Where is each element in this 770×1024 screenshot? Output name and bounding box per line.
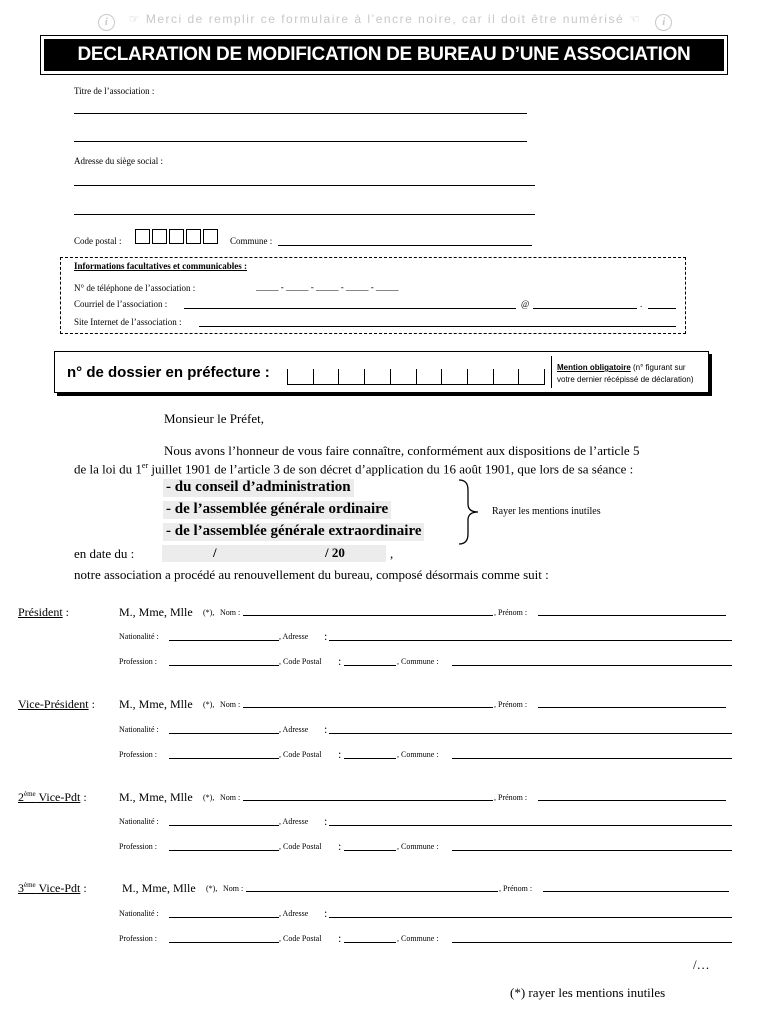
adresse-line[interactable] [329, 825, 732, 826]
nom-line[interactable] [243, 800, 493, 801]
letter-paragraph-line-1: Nous avons l’honneur de vous faire connaître, conformément aux dispositions de l’article 5 [164, 443, 640, 458]
dossier-mention-note [557, 362, 694, 386]
courriel-domain-line[interactable] [533, 308, 637, 309]
salutation: Monsieur le Préfet, [164, 411, 265, 426]
adresse-label: , Adresse [279, 632, 309, 641]
form-title-box [40, 35, 728, 75]
code-postal-boxes[interactable] [135, 228, 220, 246]
adresse-line[interactable] [329, 917, 732, 918]
nom-line[interactable] [243, 707, 493, 708]
option-conseil-administration[interactable]: - du conseil d’administration [163, 479, 354, 497]
nom-line[interactable] [246, 891, 498, 892]
courriel-label: Courriel de l’association : [74, 299, 168, 309]
profession-label: Profession : [119, 934, 157, 943]
site-internet-label: Site Internet de l’association : [74, 317, 182, 327]
dossier-prefecture-label: n° de dossier en préfecture : [67, 364, 270, 381]
nationalite-line[interactable] [169, 640, 279, 641]
code-postal-digit[interactable] [186, 229, 201, 244]
rayer-mentions-note: Rayer les mentions inutiles [492, 506, 601, 517]
nationalite-line[interactable] [169, 917, 279, 918]
adresse-label: , Adresse [279, 909, 309, 918]
adresse-label: , Adresse [279, 817, 309, 826]
prenom-label: , Prénom : [499, 884, 533, 893]
role-vice-president: Vice-Président : [18, 697, 95, 711]
letter-paragraph-line-2: de la loi du 1er juillet 1901 de l’article 3 de son décret d’application du 16 août 1901, que lors de sa séance : [74, 461, 634, 477]
profession-line[interactable] [169, 942, 279, 943]
option-assemblee-extraordinaire[interactable]: - de l’assemblée générale extraordinaire [163, 523, 424, 541]
adresse-label: , Adresse [279, 725, 309, 734]
civilite-choice[interactable]: M., Mme, Mlle [119, 697, 193, 711]
code-postal-colon: : [338, 839, 342, 853]
code-postal-label: , Code Postal [279, 657, 322, 666]
nationalite-label: Nationalité : [119, 817, 159, 826]
nationalite-label: Nationalité : [119, 632, 159, 641]
profession-line[interactable] [169, 758, 279, 759]
nom-label: Nom : [220, 700, 241, 709]
telephone-field[interactable]: _____ - _____ - _____ - _____ - _____ [256, 282, 399, 292]
courriel-user-line[interactable] [184, 308, 516, 309]
courriel-dot: . [640, 299, 643, 309]
adresse-colon: : [324, 629, 328, 643]
prenom-line[interactable] [538, 800, 726, 801]
profession-line[interactable] [169, 665, 279, 666]
continuation-mark: /… [693, 957, 710, 972]
nationalite-label: Nationalité : [119, 725, 159, 734]
profession-line[interactable] [169, 850, 279, 851]
date-slash-1: / [213, 545, 217, 560]
adresse-colon: : [324, 722, 328, 736]
asterisk-mark: (*), [203, 700, 215, 709]
commune-label: Commune : [230, 236, 273, 246]
mention-note-text: (n° figurant sur [630, 363, 686, 372]
prenom-label: , Prénom : [494, 793, 528, 802]
adresse-siege-line-1[interactable] [74, 185, 535, 186]
adresse-line[interactable] [329, 640, 732, 641]
code-postal-line[interactable] [344, 758, 396, 759]
code-postal-line[interactable] [344, 942, 396, 943]
date-field-background[interactable] [162, 545, 386, 562]
instruction-banner [0, 12, 770, 31]
prenom-line[interactable] [538, 707, 726, 708]
commune-label: , Commune : [397, 657, 439, 666]
info-icon: i [655, 14, 672, 31]
role-2eme-vice-pdt: 2ème Vice-Pdt : [18, 790, 87, 804]
adresse-siege-label: Adresse du siège social : [74, 156, 163, 166]
footnote-rayer: (*) rayer les mentions inutiles [510, 985, 666, 1000]
date-comma: , [390, 546, 394, 561]
prenom-line[interactable] [543, 891, 729, 892]
info-icon: i [98, 14, 115, 31]
nom-label: Nom : [223, 884, 244, 893]
code-postal-label: Code postal : [74, 236, 122, 246]
nationalite-line[interactable] [169, 825, 279, 826]
profession-label: Profession : [119, 750, 157, 759]
adresse-line[interactable] [329, 733, 732, 734]
nom-label: Nom : [220, 608, 241, 617]
nom-line[interactable] [243, 615, 493, 616]
profession-label: Profession : [119, 657, 157, 666]
option-assemblee-ordinaire[interactable]: - de l’assemblée générale ordinaire [163, 501, 391, 519]
code-postal-digit[interactable] [169, 229, 184, 244]
code-postal-digit[interactable] [152, 229, 167, 244]
mention-note-line2: votre dernier récépissé de déclaration) [557, 375, 694, 384]
nationalite-line[interactable] [169, 733, 279, 734]
asterisk-mark: (*), [206, 884, 218, 893]
adresse-siege-line-2[interactable] [74, 214, 535, 215]
titre-association-line-2[interactable] [74, 141, 527, 142]
site-internet-line[interactable] [199, 326, 676, 327]
telephone-label: N° de téléphone de l’association : [74, 283, 196, 293]
mention-obligatoire: Mention obligatoire [557, 363, 631, 372]
code-postal-line[interactable] [344, 665, 396, 666]
code-postal-label: , Code Postal [279, 750, 322, 759]
nationalite-label: Nationalité : [119, 909, 159, 918]
commune-label: , Commune : [397, 842, 439, 851]
dossier-number-field[interactable] [287, 369, 545, 385]
adresse-colon: : [324, 906, 328, 920]
commune-line[interactable] [452, 850, 732, 851]
code-postal-colon: : [338, 747, 342, 761]
courriel-at: @ [521, 299, 530, 309]
commune-line[interactable] [278, 245, 532, 246]
adresse-colon: : [324, 814, 328, 828]
titre-association-label: Titre de l’association : [74, 86, 155, 96]
prenom-label: , Prénom : [494, 608, 528, 617]
role-president: Président : [18, 605, 70, 619]
commune-line[interactable] [452, 942, 732, 943]
commune-line[interactable] [452, 758, 732, 759]
civilite-choice[interactable]: M., Mme, Mlle [122, 881, 196, 895]
renouvellement-text: notre association a procédé au renouvellement du bureau, composé désormais comme suit : [74, 567, 549, 582]
code-postal-label: , Code Postal [279, 934, 322, 943]
code-postal-colon: : [338, 654, 342, 668]
form-title: DECLARATION DE MODIFICATION DE BUREAU D’UNE ASSOCIATION [44, 39, 724, 71]
dossier-prefecture-box [54, 351, 709, 393]
commune-label: , Commune : [397, 750, 439, 759]
code-postal-label: , Code Postal [279, 842, 322, 851]
commune-line[interactable] [452, 665, 732, 666]
prenom-line[interactable] [538, 615, 726, 616]
role-3eme-vice-pdt: 3ème Vice-Pdt : [18, 881, 87, 895]
banner-text: ☞ Merci de remplir ce formulaire à l’encre noire, car il doit être numérisé ☜ [128, 12, 642, 26]
en-date-label: en date du : [74, 546, 135, 561]
date-slash-2: / 20 [325, 545, 345, 560]
civilite-choice[interactable]: M., Mme, Mlle [119, 790, 193, 804]
courriel-tld-line[interactable] [648, 308, 676, 309]
dossier-separator [551, 356, 552, 388]
code-postal-digit[interactable] [135, 229, 150, 244]
nom-label: Nom : [220, 793, 241, 802]
code-postal-digit[interactable] [203, 229, 218, 244]
asterisk-mark: (*), [203, 793, 215, 802]
profession-label: Profession : [119, 842, 157, 851]
prenom-label: , Prénom : [494, 700, 528, 709]
informations-facultatives-heading: Informations facultatives et communicables : [74, 261, 247, 271]
civilite-choice[interactable]: M., Mme, Mlle [119, 605, 193, 619]
asterisk-mark: (*), [203, 608, 215, 617]
commune-label: , Commune : [397, 934, 439, 943]
brace-icon [456, 478, 486, 546]
code-postal-line[interactable] [344, 850, 396, 851]
code-postal-colon: : [338, 931, 342, 945]
titre-association-line-1[interactable] [74, 113, 527, 114]
